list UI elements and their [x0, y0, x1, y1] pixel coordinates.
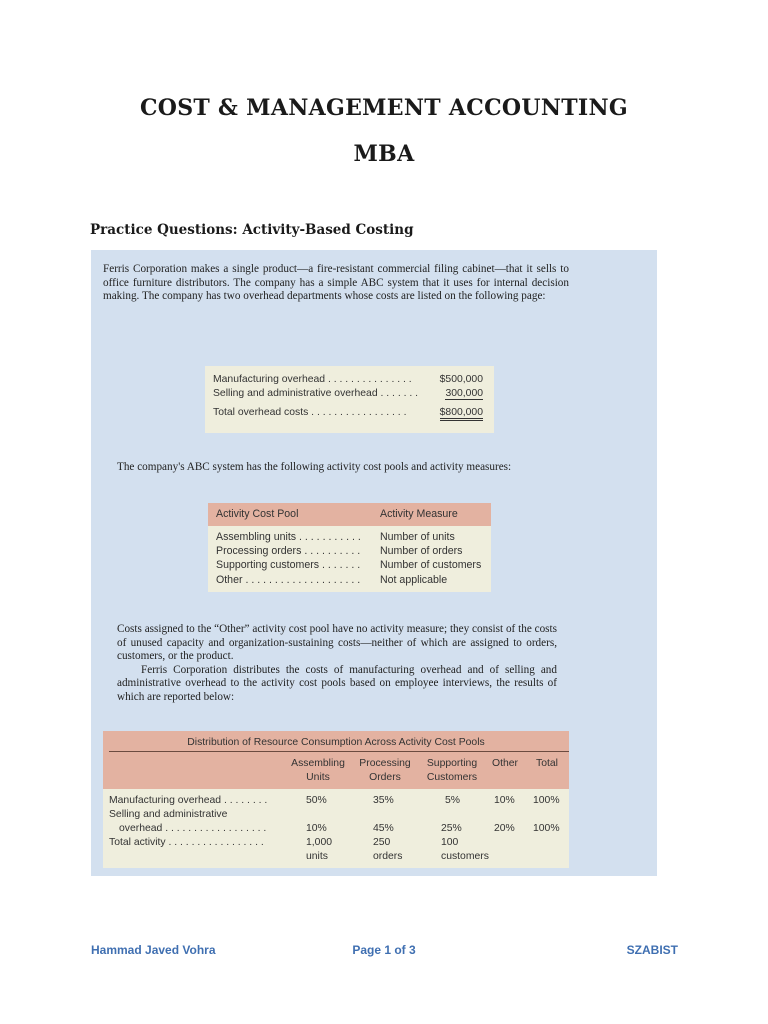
distribution-table: [103, 731, 569, 868]
row-label: Selling and administrative: [109, 809, 228, 820]
column-header: [487, 757, 523, 771]
section-heading: Practice Questions: Activity-Based Costing: [90, 222, 414, 238]
overhead-total-label: Total overhead costs . . . . . . . . . . . . . . . . .: [213, 407, 407, 418]
column-header-line: Orders: [369, 772, 401, 783]
table-cell: 5%: [445, 795, 461, 806]
abc-intro-text: The company's ABC system has the following activity cost pools and activity measures:: [117, 461, 512, 473]
distribution-title: Distribution of Resource Consumption Across Activity Cost Pools: [187, 737, 485, 748]
overhead-label: Selling and administrative overhead . . . . . . .: [213, 388, 419, 399]
table-row: [208, 559, 491, 573]
column-header: [283, 757, 353, 785]
column-header-line: Processing: [359, 758, 411, 769]
activity-pool-table: [208, 503, 491, 592]
table-row: [208, 574, 491, 588]
other-pool-paragraph: Costs assigned to the “Other” activity cost pool have no activity measure; they consist of the costs of unused capacity and organization-sustaining costs—neither of which are assigned to orders, customers, or the product.: [117, 623, 557, 662]
document-title: COST & MANAGEMENT ACCOUNTING: [139, 95, 629, 121]
distribution-header: [103, 731, 569, 789]
header-divider: [109, 751, 569, 752]
table-cell: 250: [373, 837, 391, 848]
column-header-line: Total: [536, 758, 558, 769]
pool-name: Processing orders . . . . . . . . . .: [216, 545, 361, 557]
document-subtitle: MBA: [353, 141, 415, 167]
column-header: [353, 757, 417, 785]
table-cell: 50%: [306, 795, 327, 806]
table-cell: 100: [441, 837, 459, 848]
overhead-cost-box: [205, 366, 494, 433]
distribution-paragraph: Ferris Corporation distributes the costs of manufacturing overhead and of selling and administrative overhead to the activity cost pools based on employee interviews, the results of which are reported below:: [117, 663, 557, 703]
pool-measure: Not applicable: [380, 574, 448, 586]
table-cell: 25%: [441, 823, 462, 834]
table-cell-unit: units: [306, 851, 328, 862]
row-label: Manufacturing overhead . . . . . . . .: [109, 795, 268, 806]
table-cell: 10%: [494, 795, 515, 806]
column-header: [527, 757, 567, 771]
column-header: Activity Measure: [380, 508, 458, 520]
overhead-amount: $500,000: [439, 374, 483, 385]
pool-name: Supporting customers . . . . . . .: [216, 559, 361, 571]
overhead-row: [213, 388, 489, 402]
footer-institution: SZABIST: [626, 943, 678, 957]
table-cell: 10%: [306, 823, 327, 834]
problem-intro: [103, 263, 569, 304]
footer-page-number: Page 1 of 3: [352, 943, 416, 957]
table-cell-unit: orders: [373, 851, 403, 862]
overhead-amount: 300,000: [445, 388, 483, 399]
activity-pool-header: [208, 503, 491, 526]
table-cell: 20%: [494, 823, 515, 834]
table-row: [208, 531, 491, 545]
row-label: Total activity . . . . . . . . . . . . . . . . .: [109, 837, 264, 848]
column-header-line: Assembling: [291, 758, 345, 769]
abc-intro: [117, 461, 557, 475]
footer-author: Hammad Javed Vohra: [91, 943, 216, 957]
column-header-line: Supporting: [426, 758, 478, 769]
row-label-continued: overhead . . . . . . . . . . . . . . . . . .: [119, 823, 267, 834]
table-cell: 100%: [533, 823, 560, 834]
table-row: [208, 545, 491, 559]
overhead-total-row: [213, 407, 489, 421]
overhead-row: [213, 374, 489, 388]
column-header: [419, 757, 485, 785]
pool-name: Other . . . . . . . . . . . . . . . . . . . .: [216, 574, 361, 586]
column-header-line: Other: [492, 758, 518, 769]
table-cell: 100%: [533, 795, 560, 806]
pool-measure: Number of orders: [380, 545, 463, 557]
pool-name: Assembling units . . . . . . . . . . .: [216, 531, 361, 543]
table-cell: 35%: [373, 795, 394, 806]
overhead-total-amount: $800,000: [440, 407, 483, 421]
table-cell: 1,000: [306, 837, 333, 848]
problem-intro-text: Ferris Corporation makes a single product—a fire-resistant commercial filing cabinet—that it sells to office furniture distributors. The company has a simple ABC system that it uses for internal decision making. The company has two overhead departments whose costs are listed on the following page:: [103, 263, 569, 302]
table-cell: 45%: [373, 823, 394, 834]
column-header-line: Customers: [426, 772, 478, 783]
table-cell-unit: customers: [441, 851, 489, 862]
column-header: Activity Cost Pool: [216, 508, 299, 520]
pool-measure: Number of customers: [380, 559, 482, 571]
explanation-text: [117, 623, 557, 704]
column-header-line: Units: [306, 772, 330, 783]
overhead-label: Manufacturing overhead . . . . . . . . . . . . . . .: [213, 374, 412, 385]
pool-measure: Number of units: [380, 531, 455, 543]
